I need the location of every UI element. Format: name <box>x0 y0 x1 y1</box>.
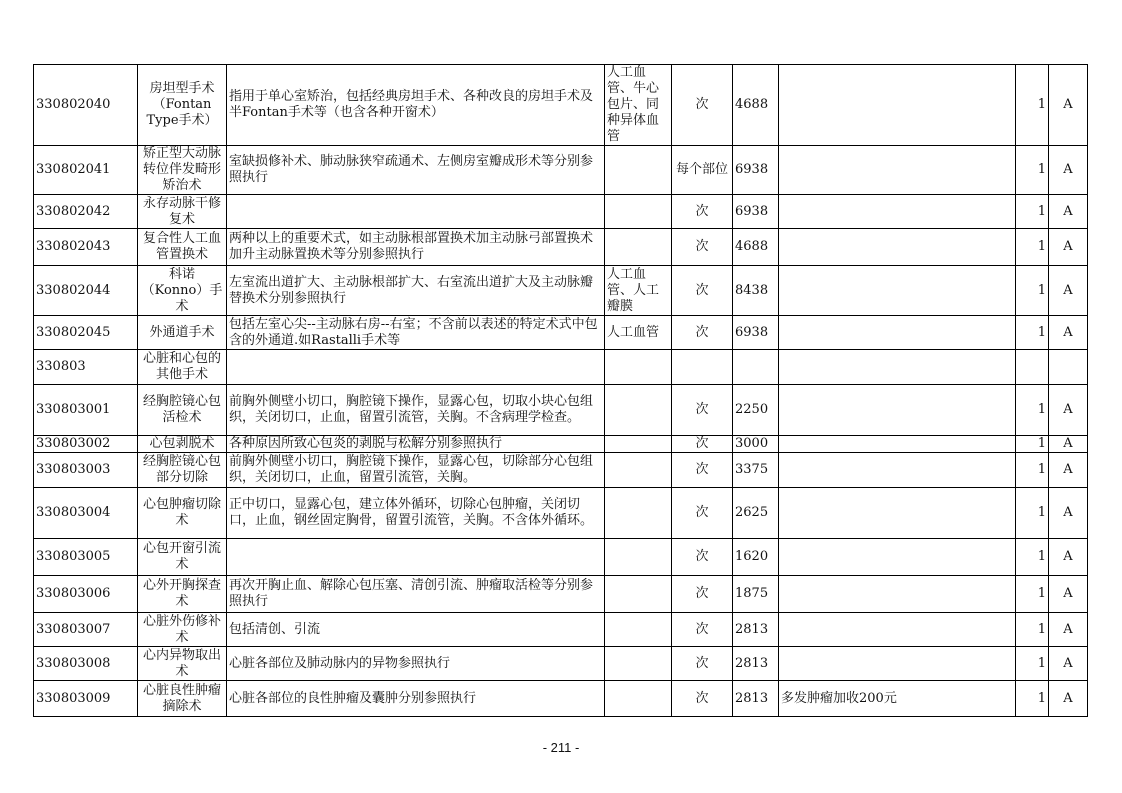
item-content-cell: 室缺损修补术、肺动脉狭窄疏通术、左侧房室瓣成形术等分别参照执行 <box>227 146 605 195</box>
item-content-cell: 心脏各部位的良性肿瘤及囊肿分别参照执行 <box>227 681 605 717</box>
unit-cell: 次 <box>672 453 733 488</box>
item-content-cell: 包括清创、引流 <box>227 613 605 647</box>
excluded-items-cell <box>605 539 672 576</box>
quantity-cell: 1 <box>1016 385 1049 436</box>
item-content-cell: 再次开胸止血、解除心包压塞、清创引流、肿瘤取活检等分别参照执行 <box>227 576 605 613</box>
table-row <box>34 229 1088 266</box>
unit-cell: 次 <box>672 316 733 350</box>
excluded-items-cell <box>605 488 672 539</box>
item-name-cell: 心包开窗引流术 <box>138 539 227 576</box>
excluded-items-cell <box>605 576 672 613</box>
quantity-cell: 1 <box>1016 613 1049 647</box>
table-row <box>34 576 1088 613</box>
quantity-cell <box>1016 350 1049 385</box>
unit-cell: 次 <box>672 576 733 613</box>
grade-cell: A <box>1049 146 1088 195</box>
table-row <box>34 385 1088 436</box>
unit-cell: 次 <box>672 436 733 453</box>
item-code-cell: 330803006 <box>34 576 138 613</box>
item-name-cell: 科诺（Konno）手术 <box>138 266 227 316</box>
item-content-cell: 心脏各部位及肺动脉内的异物参照执行 <box>227 647 605 681</box>
note-cell <box>779 539 1016 576</box>
grade-cell: A <box>1049 681 1088 717</box>
note-cell <box>779 195 1016 229</box>
item-name-cell: 心包剥脱术 <box>138 436 227 453</box>
unit-cell: 次 <box>672 385 733 436</box>
grade-cell: A <box>1049 65 1088 146</box>
table-row <box>34 195 1088 229</box>
grade-cell: A <box>1049 613 1088 647</box>
grade-cell: A <box>1049 229 1088 266</box>
item-name-cell: 心包肿瘤切除术 <box>138 488 227 539</box>
excluded-items-cell <box>605 229 672 266</box>
price-cell: 6938 <box>733 146 779 195</box>
item-code-cell: 330803009 <box>34 681 138 717</box>
excluded-items-cell: 人工血管、人工瓣膜 <box>605 266 672 316</box>
unit-cell <box>672 350 733 385</box>
price-cell: 1620 <box>733 539 779 576</box>
unit-cell: 次 <box>672 488 733 539</box>
page-number: - 211 - <box>542 740 580 755</box>
quantity-cell: 1 <box>1016 266 1049 316</box>
item-code-cell: 330803003 <box>34 453 138 488</box>
quantity-cell: 1 <box>1016 146 1049 195</box>
excluded-items-cell <box>605 647 672 681</box>
item-name-cell: 经胸腔镜心包活检术 <box>138 385 227 436</box>
price-cell: 2250 <box>733 385 779 436</box>
item-name-cell: 心脏和心包的其他手术 <box>138 350 227 385</box>
item-code-cell: 330803005 <box>34 539 138 576</box>
item-content-cell <box>227 539 605 576</box>
item-code-cell: 330802042 <box>34 195 138 229</box>
excluded-items-cell: 人工血管、牛心包片、同种异体血管 <box>605 65 672 146</box>
price-cell: 2625 <box>733 488 779 539</box>
table-row <box>34 681 1088 717</box>
table-row <box>34 488 1088 539</box>
grade-cell: A <box>1049 436 1088 453</box>
item-content-cell <box>227 350 605 385</box>
excluded-items-cell <box>605 195 672 229</box>
table-row <box>34 453 1088 488</box>
item-content-cell: 指用于单心室矫治，包括经典房坦手术、各种改良的房坦手术及半Fontan手术等（也含各种开窗术） <box>227 65 605 146</box>
table-row <box>34 266 1088 316</box>
item-code-cell: 330802044 <box>34 266 138 316</box>
note-cell <box>779 385 1016 436</box>
excluded-items-cell: 人工血管 <box>605 316 672 350</box>
table-row <box>34 316 1088 350</box>
excluded-items-cell <box>605 385 672 436</box>
note-cell <box>779 65 1016 146</box>
item-content-cell <box>227 195 605 229</box>
note-cell <box>779 453 1016 488</box>
fee-schedule-table <box>33 64 1088 717</box>
note-cell <box>779 146 1016 195</box>
table-row <box>34 539 1088 576</box>
price-cell: 3375 <box>733 453 779 488</box>
table-row <box>34 65 1088 146</box>
grade-cell: A <box>1049 385 1088 436</box>
item-code-cell: 330803002 <box>34 436 138 453</box>
item-name-cell: 永存动脉干修复术 <box>138 195 227 229</box>
note-cell <box>779 576 1016 613</box>
note-cell <box>779 613 1016 647</box>
excluded-items-cell <box>605 350 672 385</box>
item-content-cell: 前胸外侧壁小切口，胸腔镜下操作，显露心包，切除部分心包组织，关闭切口，止血，留置引流管，关胸。 <box>227 453 605 488</box>
table-row <box>34 647 1088 681</box>
unit-cell: 次 <box>672 65 733 146</box>
item-content-cell: 左室流出道扩大、主动脉根部扩大、右室流出道扩大及主动脉瓣替换术分别参照执行 <box>227 266 605 316</box>
item-content-cell: 正中切口，显露心包，建立体外循环，切除心包肿瘤，关闭切口，止血，钢丝固定胸骨，留置引流管，关胸。不含体外循环。 <box>227 488 605 539</box>
price-cell: 3000 <box>733 436 779 453</box>
item-name-cell: 矫正型大动脉转位伴发畸形矫治术 <box>138 146 227 195</box>
note-cell <box>779 350 1016 385</box>
excluded-items-cell <box>605 681 672 717</box>
unit-cell: 次 <box>672 681 733 717</box>
excluded-items-cell <box>605 453 672 488</box>
item-name-cell: 心脏良性肿瘤摘除术 <box>138 681 227 717</box>
unit-cell: 次 <box>672 613 733 647</box>
note-cell <box>779 647 1016 681</box>
table-row <box>34 146 1088 195</box>
quantity-cell: 1 <box>1016 65 1049 146</box>
item-name-cell: 外通道手术 <box>138 316 227 350</box>
quantity-cell: 1 <box>1016 488 1049 539</box>
price-cell: 1875 <box>733 576 779 613</box>
item-content-cell: 两种以上的重要术式，如主动脉根部置换术加主动脉弓部置换术加升主动脉置换术等分别参照执行 <box>227 229 605 266</box>
item-code-cell: 330803004 <box>34 488 138 539</box>
note-cell: 多发肿瘤加收200元 <box>779 681 1016 717</box>
excluded-items-cell <box>605 436 672 453</box>
item-name-cell: 经胸腔镜心包部分切除 <box>138 453 227 488</box>
item-code-cell: 330803001 <box>34 385 138 436</box>
item-name-cell: 心脏外伤修补术 <box>138 613 227 647</box>
grade-cell: A <box>1049 195 1088 229</box>
excluded-items-cell <box>605 613 672 647</box>
item-code-cell: 330803 <box>34 350 138 385</box>
grade-cell: A <box>1049 316 1088 350</box>
grade-cell: A <box>1049 453 1088 488</box>
price-cell: 6938 <box>733 316 779 350</box>
item-name-cell: 心外开胸探查术 <box>138 576 227 613</box>
table-row <box>34 436 1088 453</box>
quantity-cell: 1 <box>1016 576 1049 613</box>
item-name-cell: 复合性人工血管置换术 <box>138 229 227 266</box>
grade-cell: A <box>1049 647 1088 681</box>
quantity-cell: 1 <box>1016 195 1049 229</box>
grade-cell: A <box>1049 488 1088 539</box>
price-cell <box>733 350 779 385</box>
note-cell <box>779 488 1016 539</box>
note-cell <box>779 316 1016 350</box>
item-content-cell: 各种原因所致心包炎的剥脱与松解分别参照执行 <box>227 436 605 453</box>
quantity-cell: 1 <box>1016 539 1049 576</box>
unit-cell: 次 <box>672 266 733 316</box>
item-content-cell: 前胸外侧壁小切口，胸腔镜下操作，显露心包，切取小块心包组织，关闭切口，止血，留置引流管，关胸。不含病理学检查。 <box>227 385 605 436</box>
excluded-items-cell <box>605 146 672 195</box>
quantity-cell: 1 <box>1016 229 1049 266</box>
unit-cell: 次 <box>672 539 733 576</box>
price-cell: 8438 <box>733 266 779 316</box>
table-row <box>34 350 1088 385</box>
item-name-cell: 房坦型手术（Fontan Type手术） <box>138 65 227 146</box>
unit-cell: 次 <box>672 229 733 266</box>
item-code-cell: 330802040 <box>34 65 138 146</box>
unit-cell: 次 <box>672 647 733 681</box>
price-cell: 6938 <box>733 195 779 229</box>
item-code-cell: 330803008 <box>34 647 138 681</box>
quantity-cell: 1 <box>1016 681 1049 717</box>
item-code-cell: 330802041 <box>34 146 138 195</box>
price-cell: 2813 <box>733 647 779 681</box>
price-cell: 2813 <box>733 613 779 647</box>
note-cell <box>779 266 1016 316</box>
grade-cell: A <box>1049 266 1088 316</box>
grade-cell: A <box>1049 539 1088 576</box>
quantity-cell: 1 <box>1016 436 1049 453</box>
item-code-cell: 330803007 <box>34 613 138 647</box>
item-content-cell: 包括左室心尖--主动脉右房--右室；不含前以表述的特定术式中包含的外通道.如Rastalli手术等 <box>227 316 605 350</box>
price-cell: 2813 <box>733 681 779 717</box>
note-cell <box>779 436 1016 453</box>
quantity-cell: 1 <box>1016 316 1049 350</box>
note-cell <box>779 229 1016 266</box>
unit-cell: 次 <box>672 195 733 229</box>
item-name-cell: 心内异物取出术 <box>138 647 227 681</box>
price-cell: 4688 <box>733 229 779 266</box>
item-code-cell: 330802045 <box>34 316 138 350</box>
grade-cell: A <box>1049 576 1088 613</box>
table-row <box>34 613 1088 647</box>
unit-cell: 每个部位 <box>672 146 733 195</box>
quantity-cell: 1 <box>1016 453 1049 488</box>
price-cell: 4688 <box>733 65 779 146</box>
item-code-cell: 330802043 <box>34 229 138 266</box>
quantity-cell: 1 <box>1016 647 1049 681</box>
grade-cell <box>1049 350 1088 385</box>
